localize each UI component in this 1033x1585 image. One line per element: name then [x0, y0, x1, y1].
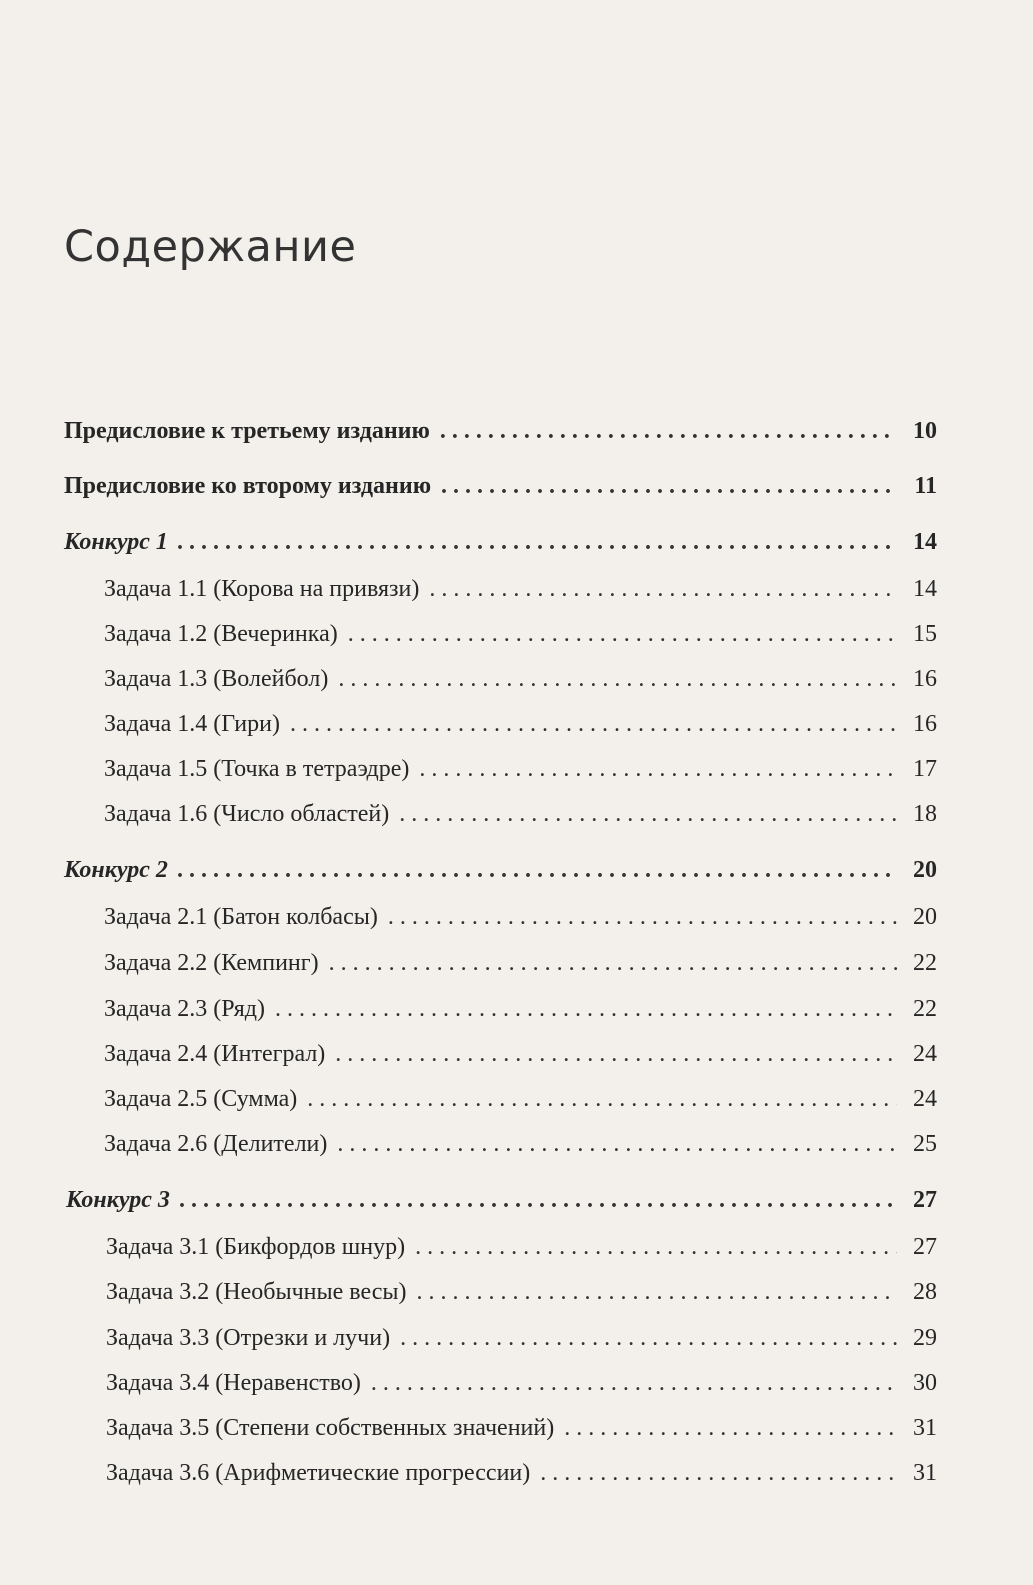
toc-entry-page: 28 — [913, 1279, 937, 1305]
leader-dots — [419, 756, 897, 783]
toc-entry-label: Задача 3.6 (Арифметические прогрессии) — [106, 1460, 531, 1486]
leader-dots — [429, 576, 897, 603]
toc-entry-label: Задача 3.1 (Бикфордов шнур) — [106, 1234, 406, 1260]
toc-entry-task[interactable] — [104, 711, 937, 751]
toc-entry-task[interactable] — [106, 1370, 937, 1410]
toc-entry-page: 14 — [913, 576, 937, 602]
leader-dots — [441, 473, 897, 500]
leader-dots — [338, 666, 897, 693]
leader-dots — [335, 1041, 897, 1068]
toc-entry-page: 10 — [913, 418, 937, 444]
toc-entry-label: Задача 1.6 (Число областей) — [104, 801, 390, 827]
toc-entry-page: 24 — [913, 1086, 937, 1112]
toc-entry-label: Задача 2.2 (Кемпинг) — [104, 950, 319, 976]
toc-entry-label: Задача 3.4 (Неравенство) — [106, 1370, 361, 1396]
toc-entry-page: 27 — [913, 1234, 937, 1260]
leader-dots — [178, 857, 897, 884]
toc-entry-task[interactable] — [104, 1131, 937, 1171]
toc-entry-task[interactable] — [104, 621, 937, 661]
toc-entry-task[interactable] — [104, 801, 937, 841]
toc-entry-contest-3[interactable] — [66, 1187, 937, 1227]
leader-dots — [290, 711, 897, 738]
toc-entry-page: 18 — [913, 801, 937, 827]
toc-entry-task[interactable] — [106, 1460, 937, 1500]
toc-entry-page: 15 — [913, 621, 937, 647]
toc-entry-page: 17 — [913, 756, 937, 782]
leader-dots — [400, 1325, 897, 1352]
toc-entry-label: Задача 2.1 (Батон колбасы) — [104, 904, 378, 930]
toc-entry-label: Задача 3.5 (Степени собственных значений) — [106, 1415, 555, 1441]
toc-entry-page: 16 — [913, 711, 937, 737]
leader-dots — [399, 801, 897, 828]
toc-entry-page: 20 — [913, 904, 937, 930]
toc-entry-page: 14 — [913, 529, 937, 555]
toc-entry-task[interactable] — [104, 666, 937, 706]
toc-entry-page: 20 — [913, 857, 937, 883]
toc-entry-label: Задача 2.3 (Ряд) — [104, 996, 265, 1022]
toc-entry-preface-3[interactable] — [64, 418, 937, 458]
toc-entry-preface-2[interactable] — [64, 473, 937, 513]
toc-entry-page: 24 — [913, 1041, 937, 1067]
leader-dots — [275, 996, 897, 1023]
toc-entry-task[interactable] — [104, 1041, 937, 1081]
toc-entry-label: Задача 1.2 (Вечеринка) — [104, 621, 338, 647]
toc-entry-task[interactable] — [104, 996, 937, 1036]
leader-dots — [180, 1187, 897, 1214]
toc-entry-task[interactable] — [106, 1234, 937, 1274]
toc-entry-label: Задача 2.4 (Интеграл) — [104, 1041, 326, 1067]
toc-entry-contest-2[interactable] — [64, 857, 937, 897]
toc-entry-task[interactable] — [104, 950, 937, 990]
toc-entry-label: Конкурс 1 — [64, 529, 168, 555]
leader-dots — [307, 1086, 897, 1113]
leader-dots — [417, 1279, 897, 1306]
leader-dots — [337, 1131, 897, 1158]
toc-entry-task[interactable] — [104, 1086, 937, 1126]
toc-entry-task[interactable] — [104, 756, 937, 796]
toc-entry-page: 29 — [913, 1325, 937, 1351]
toc-entry-label: Конкурс 3 — [66, 1187, 170, 1213]
toc-entry-page: 22 — [913, 996, 937, 1022]
leader-dots — [564, 1415, 897, 1442]
leader-dots — [388, 904, 897, 931]
toc-entry-task[interactable] — [106, 1279, 937, 1319]
toc-entry-label: Задача 1.4 (Гири) — [104, 711, 280, 737]
toc-entry-page: 25 — [913, 1131, 937, 1157]
toc-entry-label: Задача 2.5 (Сумма) — [104, 1086, 298, 1112]
leader-dots — [415, 1234, 897, 1261]
page-title: Содержание — [64, 222, 357, 272]
toc-entry-label: Задача 1.5 (Точка в тетраэдре) — [104, 756, 410, 782]
toc-entry-task[interactable] — [106, 1415, 937, 1455]
toc-entry-label: Конкурс 2 — [64, 857, 168, 883]
toc-entry-label: Задача 2.6 (Делители) — [104, 1131, 328, 1157]
toc-entry-task[interactable] — [104, 904, 937, 944]
leader-dots — [440, 418, 897, 445]
toc-entry-task[interactable] — [104, 576, 937, 616]
toc-entry-label: Задача 3.3 (Отрезки и лучи) — [106, 1325, 391, 1351]
toc-entry-page: 11 — [914, 473, 937, 499]
toc-entry-page: 30 — [913, 1370, 937, 1396]
leader-dots — [540, 1460, 897, 1487]
toc-entry-page: 22 — [913, 950, 937, 976]
leader-dots — [348, 621, 897, 648]
toc-entry-task[interactable] — [106, 1325, 937, 1365]
toc-entry-contest-1[interactable] — [64, 529, 937, 569]
leader-dots — [178, 529, 897, 556]
leader-dots — [371, 1370, 897, 1397]
toc-entry-page: 16 — [913, 666, 937, 692]
leader-dots — [329, 950, 897, 977]
toc-entry-label: Предисловие ко второму изданию — [64, 473, 432, 499]
toc-entry-label: Задача 1.3 (Волейбол) — [104, 666, 329, 692]
toc-entry-page: 31 — [913, 1415, 937, 1441]
toc-entry-page: 31 — [913, 1460, 937, 1486]
toc-entry-page: 27 — [913, 1187, 937, 1213]
toc-entry-label: Задача 3.2 (Необычные весы) — [106, 1279, 407, 1305]
toc-entry-label: Предисловие к третьему изданию — [64, 418, 430, 444]
toc-entry-label: Задача 1.1 (Корова на привязи) — [104, 576, 420, 602]
